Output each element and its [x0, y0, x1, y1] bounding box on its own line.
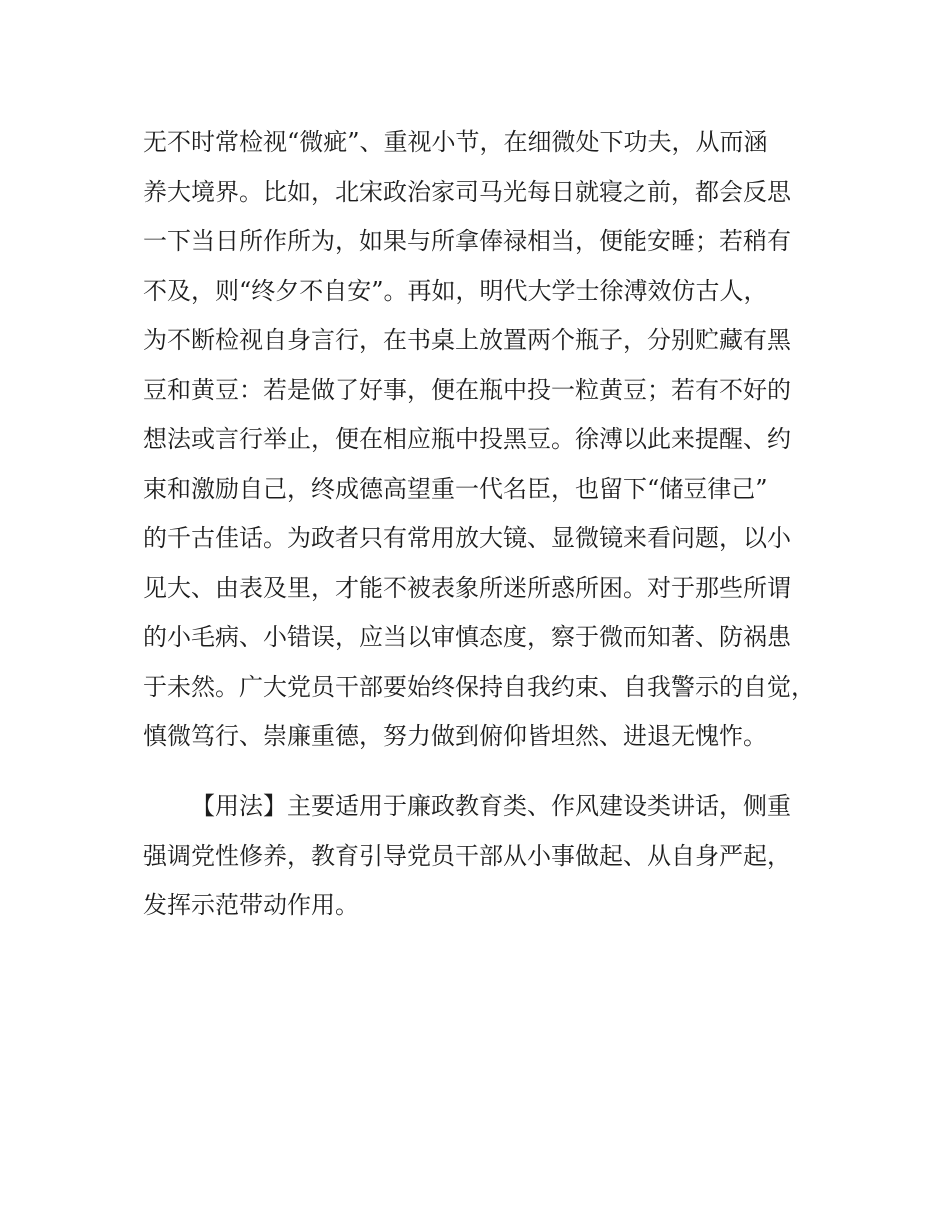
paragraph-body	[143, 118, 843, 762]
paragraph-line: 无不时常检视“微疵”、重视小节，在细微处下功夫，从而涵	[143, 128, 768, 156]
paragraph-line: 一下当日所作所为，如果与所拿俸禄相当，便能安睡；若稍有	[143, 227, 791, 255]
usage-line: 发挥示范带动作用。	[143, 891, 359, 919]
paragraph-line: 束和激励自己，终成德高望重一代名臣，也留下“储豆律己”	[143, 474, 768, 503]
paragraph-line: 的小毛病、小错误，应当以审慎态度，察于微而知著、防祸患	[143, 623, 791, 651]
paragraph-line: 不及，则“终夕不自安”。再如，明代大学士徐溥效仿古人，	[143, 276, 768, 305]
paragraph-line: 想法或言行举止，便在相应瓶中投黑豆。徐溥以此来提醒、约	[143, 425, 791, 453]
paragraph-line: 见大、由表及里，才能不被表象所迷所惑所困。对于那些所谓	[143, 573, 791, 602]
usage-line: 强调党性修养，教育引导党员干部从小事做起、从自身严起，	[143, 841, 791, 870]
paragraph-line: 于未然。广大党员干部要始终保持自我约束、自我警示的自觉，	[143, 672, 815, 701]
usage-paragraph	[143, 782, 843, 931]
paragraph-line: 豆和黄豆：若是做了好事，便在瓶中投一粒黄豆；若有不好的	[143, 375, 791, 404]
paragraph-line: 的千古佳话。为政者只有常用放大镜、显微镜来看问题，以小	[143, 524, 791, 552]
usage-line: 【用法】主要适用于廉政教育类、作风建设类讲话，侧重	[191, 792, 791, 820]
paragraph-line: 养大境界。比如，北宋政治家司马光每日就寝之前，都会反思	[143, 177, 791, 206]
paragraph-line: 慎微笃行、崇廉重德，努力做到俯仰皆坦然、进退无愧怍。	[143, 722, 767, 750]
paragraph-line: 为不断检视自身言行，在书桌上放置两个瓶子，分别贮藏有黑	[143, 326, 791, 354]
